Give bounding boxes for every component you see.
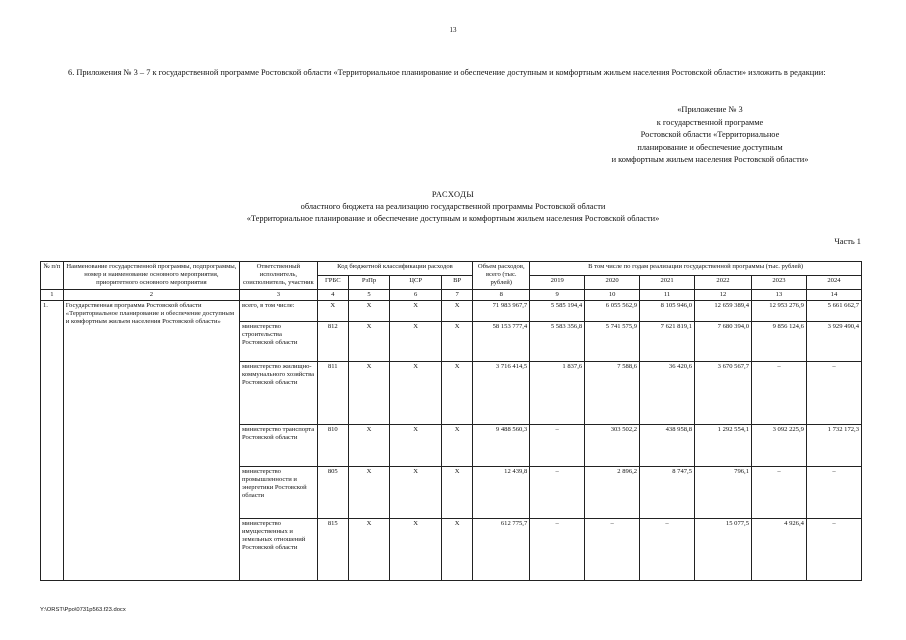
column-number-row (41, 289, 862, 300)
header-year: 2020 (585, 275, 640, 289)
total-cell: 612 775,7 (473, 518, 530, 580)
intro-paragraph: 6. Приложения № 3 – 7 к государственной программе Ростовской области «Территориальное планирование и обеспечение доступным и комфортным жильем населения Ростовской области» изложить в редакции: (68, 68, 826, 77)
document-subtitle: областного бюджета на реализацию государственной программы Ростовской области (300, 202, 606, 211)
rzpr-cell: X (348, 321, 389, 361)
document-subtitle-program: «Территориальное планирование и обеспечение доступным и комфортным жильем населения Ростовской области» (246, 214, 660, 223)
program-name: Государственная программа Ростовской области «Территориальное планирование и обеспечение доступным и комфортным жильем населения Ростовской области» (63, 300, 239, 580)
column-number: 11 (640, 289, 695, 300)
csr-cell: X (390, 466, 442, 518)
year-cell: – (806, 466, 861, 518)
executor-cell: министерство имущественных и земельных отношений Ростовской области (240, 518, 318, 580)
year-cell: 8 747,5 (640, 466, 695, 518)
total-cell: 58 153 777,4 (473, 321, 530, 361)
header-year: 2024 (806, 275, 861, 289)
year-cell: 7 680 394,0 (695, 321, 752, 361)
header-budget-code: Код бюджетной классификации расходов (317, 262, 473, 276)
header-executor: Ответственный исполнитель, соисполнитель, участник (240, 262, 318, 290)
appendix-line: и комфортным жильем населения Ростовской области» (611, 155, 809, 164)
year-cell: 5 741 575,9 (585, 321, 640, 361)
part-label: Часть 1 (834, 237, 861, 246)
grbs-cell: X (317, 300, 348, 321)
year-cell: – (640, 518, 695, 580)
document-title: РАСХОДЫ (431, 190, 475, 199)
year-cell: – (806, 361, 861, 424)
year-cell: 36 420,6 (640, 361, 695, 424)
column-number: 5 (348, 289, 389, 300)
column-number: 4 (317, 289, 348, 300)
year-cell: 2 896,2 (585, 466, 640, 518)
file-path-footer: Y:\ORST\Ppo\0731p563.f23.docx (40, 607, 126, 613)
header-vr: ВР (442, 275, 473, 289)
vr-cell: X (442, 361, 473, 424)
total-cell: 12 439,8 (473, 466, 530, 518)
table-row (41, 300, 862, 321)
header-years-group: В том числе по годам реализации государственной программы (тыс. рублей) (530, 262, 862, 276)
vr-cell: X (442, 518, 473, 580)
total-cell: 71 983 967,7 (473, 300, 530, 321)
csr-cell: X (390, 361, 442, 424)
year-cell: 1 732 172,3 (806, 424, 861, 466)
header-num: № п/п (41, 262, 64, 290)
executor-cell: министерство строительства Ростовской области (240, 321, 318, 361)
year-cell: 5 585 194,4 (530, 300, 585, 321)
year-cell: 5 583 356,8 (530, 321, 585, 361)
vr-cell: X (442, 466, 473, 518)
column-number: 1 (41, 289, 64, 300)
year-cell: 7 621 819,1 (640, 321, 695, 361)
header-year: 2019 (530, 275, 585, 289)
appendix-caption (560, 104, 860, 167)
header-total: Объем расходов, всего (тыс. рублей) (473, 262, 530, 290)
grbs-cell: 805 (317, 466, 348, 518)
header-year: 2021 (640, 275, 695, 289)
table-header-row (41, 262, 862, 276)
vr-cell: X (442, 300, 473, 321)
year-cell: 5 661 662,7 (806, 300, 861, 321)
vr-cell: X (442, 321, 473, 361)
column-number: 12 (695, 289, 752, 300)
executor-cell: всего, в том числе: (240, 300, 318, 321)
year-cell: – (530, 424, 585, 466)
grbs-cell: 815 (317, 518, 348, 580)
column-number: 14 (806, 289, 861, 300)
year-cell: 12 953 276,9 (752, 300, 807, 321)
year-cell: 8 105 946,0 (640, 300, 695, 321)
grbs-cell: 810 (317, 424, 348, 466)
header-grbs: ГРБС (317, 275, 348, 289)
column-number: 6 (390, 289, 442, 300)
rzpr-cell: X (348, 424, 389, 466)
year-cell: 12 659 389,4 (695, 300, 752, 321)
appendix-line: планирование и обеспечение доступным (637, 142, 783, 152)
year-cell: – (752, 466, 807, 518)
executor-cell: министерство транспорта Ростовской области (240, 424, 318, 466)
appendix-line: к государственной программе (656, 117, 764, 127)
title-block (0, 189, 906, 225)
csr-cell: X (390, 300, 442, 321)
header-csr: ЦСР (390, 275, 442, 289)
column-number: 2 (63, 289, 239, 300)
grbs-cell: 812 (317, 321, 348, 361)
year-cell: 15 077,5 (695, 518, 752, 580)
appendix-line: Ростовской области «Территориальное (640, 130, 780, 139)
year-cell: 796,1 (695, 466, 752, 518)
year-cell: – (752, 361, 807, 424)
year-cell: – (806, 518, 861, 580)
appendix-line: «Приложение № 3 (677, 105, 743, 114)
column-number: 13 (752, 289, 807, 300)
year-cell: 1 837,6 (530, 361, 585, 424)
year-cell: 6 055 562,9 (585, 300, 640, 321)
csr-cell: X (390, 424, 442, 466)
rzpr-cell: X (348, 361, 389, 424)
csr-cell: X (390, 321, 442, 361)
header-year: 2022 (695, 275, 752, 289)
header-name: Наименование государственной программы, подпрограммы, номер и наименование основного мероприятия, приоритетного основного мероприятия (63, 262, 239, 290)
csr-cell: X (390, 518, 442, 580)
executor-cell: министерство промышленности и энергетики Ростовской области (240, 466, 318, 518)
grbs-cell: 811 (317, 361, 348, 424)
column-number: 10 (585, 289, 640, 300)
year-cell: – (585, 518, 640, 580)
expenses-table (40, 261, 862, 581)
year-cell: – (530, 466, 585, 518)
column-number: 7 (442, 289, 473, 300)
vr-cell: X (442, 424, 473, 466)
year-cell: – (530, 518, 585, 580)
header-rzpr: РзПр (348, 275, 389, 289)
rzpr-cell: X (348, 466, 389, 518)
year-cell: 3 092 225,9 (752, 424, 807, 466)
page-number: 13 (449, 26, 457, 34)
year-cell: 3 670 567,7 (695, 361, 752, 424)
column-number: 9 (530, 289, 585, 300)
year-cell: 1 292 554,1 (695, 424, 752, 466)
total-cell: 3 716 414,5 (473, 361, 530, 424)
program-number: 1. (41, 300, 64, 580)
executor-cell: министерство жилищно-коммунального хозяйства Ростовской области (240, 361, 318, 424)
year-cell: 4 926,4 (752, 518, 807, 580)
year-cell: 438 958,8 (640, 424, 695, 466)
total-cell: 9 488 560,3 (473, 424, 530, 466)
column-number: 8 (473, 289, 530, 300)
header-year: 2023 (752, 275, 807, 289)
column-number: 3 (240, 289, 318, 300)
year-cell: 9 856 124,6 (752, 321, 807, 361)
year-cell: 3 929 490,4 (806, 321, 861, 361)
year-cell: 7 588,6 (585, 361, 640, 424)
rzpr-cell: X (348, 300, 389, 321)
rzpr-cell: X (348, 518, 389, 580)
year-cell: 303 502,2 (585, 424, 640, 466)
